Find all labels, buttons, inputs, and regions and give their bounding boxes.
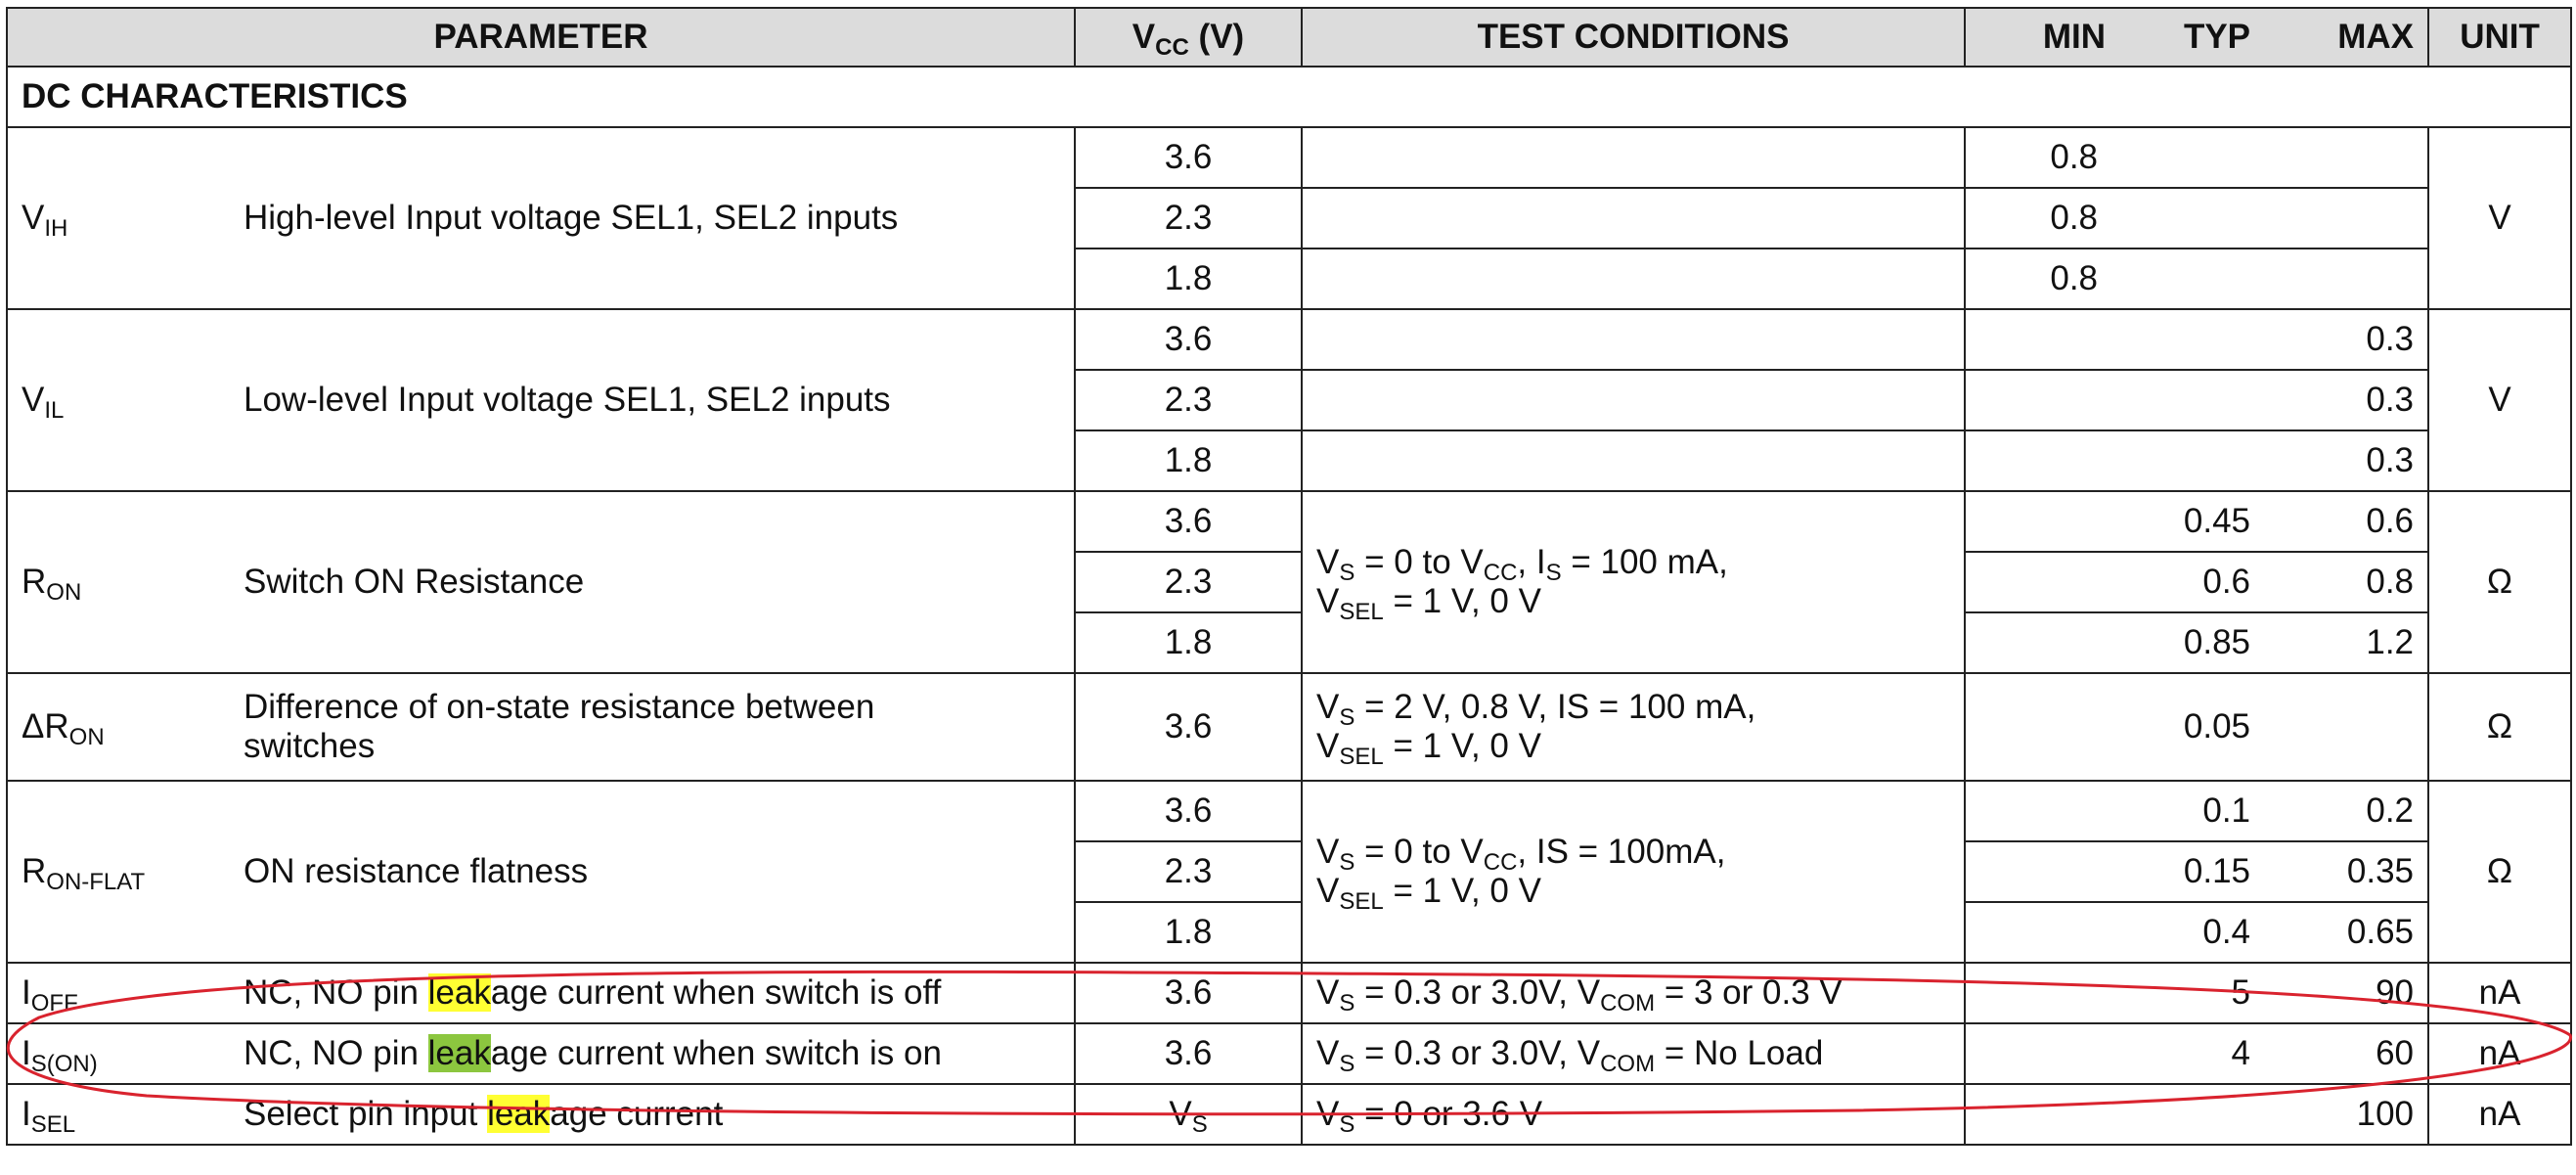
- header-vcc: $V_{CC}$ (V): [1075, 8, 1302, 67]
- min-cell: [1965, 552, 2111, 612]
- conditions-cell: [1302, 188, 1965, 249]
- table-row: [7, 309, 2571, 370]
- typ-cell: [2111, 127, 2264, 188]
- max-cell: 0.65: [2264, 902, 2428, 963]
- min-cell: 0.8: [1965, 188, 2111, 249]
- max-cell: 0.6: [2264, 491, 2428, 552]
- header-parameter: PARAMETER: [7, 8, 1075, 67]
- typ-cell: [2111, 370, 2264, 430]
- conditions-delta-ron: $V_S = 2$ V, 0.8 V, IS = 100 mA, $V_{SEL} = 1$ V, 0 V: [1302, 673, 1965, 781]
- conditions-ron-flat: $V_S = 0$ to $V_{CC}$, IS = 100mA, $V_{SEL} = 1$ V, 0 V: [1302, 781, 1965, 963]
- dc-characteristics-table: [6, 7, 2572, 1146]
- symbol-ioff: $I_{OFF}$: [7, 963, 230, 1023]
- highlight-leak-selected: leak: [427, 1033, 491, 1072]
- header-max: MAX: [2264, 8, 2428, 67]
- typ-cell: [2111, 1084, 2264, 1145]
- table-row: [7, 1023, 2571, 1084]
- max-cell: 0.35: [2264, 841, 2428, 902]
- min-cell: [1965, 309, 2111, 370]
- conditions-cell: [1302, 309, 1965, 370]
- max-cell: [2264, 249, 2428, 309]
- header-row: [7, 8, 2571, 67]
- min-cell: [1965, 1084, 2111, 1145]
- vcc-cell: 3.6: [1075, 127, 1302, 188]
- typ-cell: 5: [2111, 963, 2264, 1023]
- table-row: [7, 127, 2571, 188]
- table-row: [7, 1084, 2571, 1145]
- typ-cell: [2111, 309, 2264, 370]
- vcc-cell: 2.3: [1075, 552, 1302, 612]
- description-ron: Switch ON Resistance: [230, 491, 1075, 673]
- unit-cell: V: [2428, 127, 2571, 309]
- header-typ: TYP: [2111, 8, 2264, 67]
- description-ron-flat: ON resistance flatness: [230, 781, 1075, 963]
- table-row: [7, 963, 2571, 1023]
- max-cell: [2264, 673, 2428, 781]
- typ-cell: [2111, 430, 2264, 491]
- typ-cell: 0.1: [2111, 781, 2264, 841]
- max-cell: 0.3: [2264, 430, 2428, 491]
- symbol-ron: $R_{ON}$: [7, 491, 230, 673]
- typ-cell: 4: [2111, 1023, 2264, 1084]
- header-test-conditions: TEST CONDITIONS: [1302, 8, 1965, 67]
- conditions-cell: [1302, 249, 1965, 309]
- max-cell: 1.2: [2264, 612, 2428, 673]
- table-row: [7, 781, 2571, 841]
- symbol-delta-ron: $\Delta R_{ON}$: [7, 673, 230, 781]
- vcc-cell: 1.8: [1075, 249, 1302, 309]
- unit-cell: Ω: [2428, 673, 2571, 781]
- highlight-leak: leak: [487, 1094, 551, 1133]
- section-title: DC CHARACTERISTICS: [7, 67, 2571, 127]
- unit-cell: Ω: [2428, 491, 2571, 673]
- vcc-cell: 2.3: [1075, 370, 1302, 430]
- min-cell: [1965, 781, 2111, 841]
- symbol-ron-flat: $R_{ON-FLAT}$: [7, 781, 230, 963]
- conditions-ioff: $V_S = 0.3$ or 3.0V, $V_{COM} = 3$ or 0.3 V: [1302, 963, 1965, 1023]
- vcc-cell: 2.3: [1075, 841, 1302, 902]
- min-cell: [1965, 963, 2111, 1023]
- typ-cell: 0.05: [2111, 673, 2264, 781]
- conditions-isel: $V_S = 0$ or 3.6 V: [1302, 1084, 1965, 1145]
- vcc-cell: 1.8: [1075, 430, 1302, 491]
- typ-cell: 0.45: [2111, 491, 2264, 552]
- conditions-ron: $V_S = 0$ to $V_{CC}$, $I_S = 100$ mA, $V_{SEL} = 1$ V, 0 V: [1302, 491, 1965, 673]
- typ-cell: 0.6: [2111, 552, 2264, 612]
- symbol-ison: $I_{S(ON)}$: [7, 1023, 230, 1084]
- typ-cell: [2111, 188, 2264, 249]
- typ-cell: 0.4: [2111, 902, 2264, 963]
- description-ison: NC, NO pin leakage current when switch is on: [230, 1023, 1075, 1084]
- section-row: [7, 67, 2571, 127]
- description-ioff: NC, NO pin leakage current when switch is off: [230, 963, 1075, 1023]
- max-cell: 90: [2264, 963, 2428, 1023]
- conditions-cell: [1302, 127, 1965, 188]
- min-cell: [1965, 841, 2111, 902]
- description-vih: High-level Input voltage SEL1, SEL2 inputs: [230, 127, 1075, 309]
- unit-cell: nA: [2428, 963, 2571, 1023]
- vcc-cell: 3.6: [1075, 963, 1302, 1023]
- max-cell: 0.2: [2264, 781, 2428, 841]
- max-cell: 60: [2264, 1023, 2428, 1084]
- conditions-cell: [1302, 430, 1965, 491]
- conditions-ison: $V_S = 0.3$ or 3.0V, $V_{COM} = No$ Load: [1302, 1023, 1965, 1084]
- conditions-cell: [1302, 370, 1965, 430]
- min-cell: [1965, 430, 2111, 491]
- vcc-cell: 3.6: [1075, 491, 1302, 552]
- header-min: MIN: [1965, 8, 2111, 67]
- description-delta-ron: Difference of on-state resistance between switches: [230, 673, 1075, 781]
- max-cell: 0.3: [2264, 370, 2428, 430]
- max-cell: [2264, 127, 2428, 188]
- highlight-leak: leak: [427, 972, 491, 1012]
- min-cell: [1965, 673, 2111, 781]
- vcc-cell: 1.8: [1075, 902, 1302, 963]
- description-vil: Low-level Input voltage SEL1, SEL2 inputs: [230, 309, 1075, 491]
- table-row: [7, 673, 2571, 781]
- min-cell: [1965, 491, 2111, 552]
- typ-cell: 0.15: [2111, 841, 2264, 902]
- vcc-cell: 3.6: [1075, 1023, 1302, 1084]
- unit-cell: Ω: [2428, 781, 2571, 963]
- max-cell: 0.3: [2264, 309, 2428, 370]
- table-row: [7, 491, 2571, 552]
- min-cell: 0.8: [1965, 249, 2111, 309]
- max-cell: 100: [2264, 1084, 2428, 1145]
- vcc-cell: 2.3: [1075, 188, 1302, 249]
- header-unit: UNIT: [2428, 8, 2571, 67]
- vcc-cell: 3.6: [1075, 673, 1302, 781]
- symbol-vil: $V_{IL}$: [7, 309, 230, 491]
- symbol-vih: $V_{IH}$: [7, 127, 230, 309]
- vcc-cell: 3.6: [1075, 309, 1302, 370]
- min-cell: [1965, 612, 2111, 673]
- max-cell: [2264, 188, 2428, 249]
- unit-cell: nA: [2428, 1084, 2571, 1145]
- vcc-cell: $V_S$: [1075, 1084, 1302, 1145]
- description-isel: Select pin input leakage current: [230, 1084, 1075, 1145]
- unit-cell: nA: [2428, 1023, 2571, 1084]
- min-cell: [1965, 1023, 2111, 1084]
- unit-cell: V: [2428, 309, 2571, 491]
- typ-cell: [2111, 249, 2264, 309]
- typ-cell: 0.85: [2111, 612, 2264, 673]
- min-cell: 0.8: [1965, 127, 2111, 188]
- min-cell: [1965, 370, 2111, 430]
- vcc-cell: 3.6: [1075, 781, 1302, 841]
- symbol-isel: $I_{SEL}$: [7, 1084, 230, 1145]
- vcc-cell: 1.8: [1075, 612, 1302, 673]
- min-cell: [1965, 902, 2111, 963]
- max-cell: 0.8: [2264, 552, 2428, 612]
